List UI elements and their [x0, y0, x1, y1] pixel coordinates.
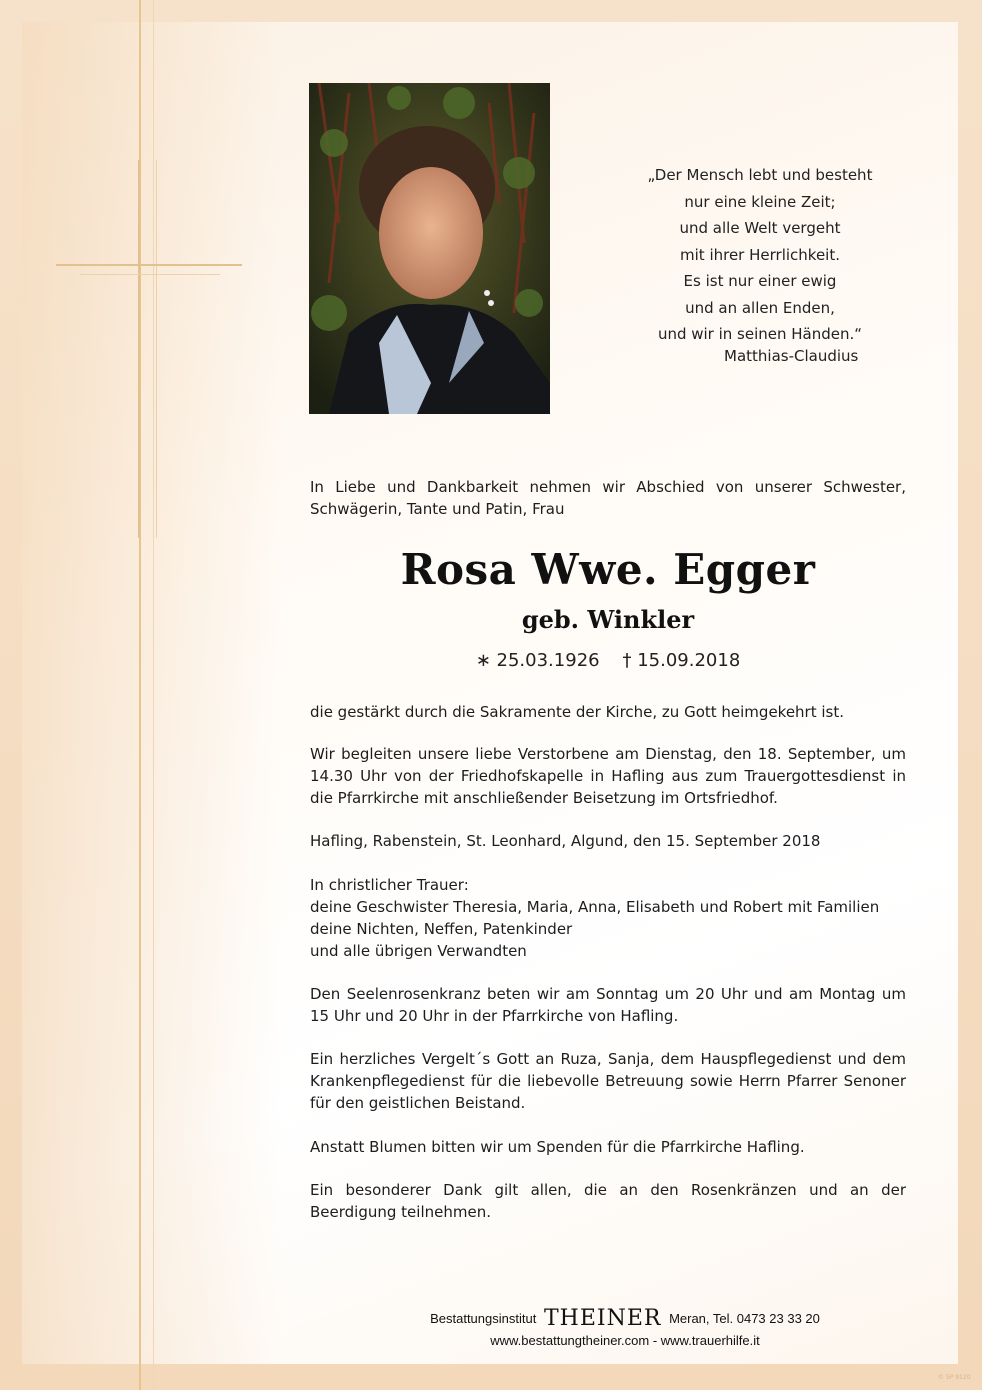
- special-thanks-text: Ein besonderer Dank gilt allen, die an den Rosenkränzen und an der Beerdigung teilnehmen.: [310, 1181, 906, 1221]
- mourners-list: [310, 874, 906, 962]
- quote-line: mit ihrer Herrlichkeit.: [680, 245, 840, 264]
- footer-contact: Meran, Tel. 0473 23 33 20: [669, 1311, 820, 1326]
- birth-name: geb. Winkler: [521, 605, 695, 634]
- birth-date: 25.03.1926: [496, 650, 600, 671]
- cross-icon-horizontal: [56, 264, 242, 266]
- funeral-text: Wir begleiten unsere liebe Verstorbene am Dienstag, den 18. September, um 14.30 Uhr von der Friedhofskapelle in Hafling aus zum Trauergottesdienst in die Pfarrkirche mit anschließender Beisetzung im Ortsfriedhof.: [310, 745, 906, 807]
- quote-line: und an allen Enden,: [685, 298, 835, 317]
- print-code: © SP 9120: [938, 1374, 971, 1381]
- decor-line: [153, 0, 154, 1390]
- life-dates: [310, 650, 906, 671]
- mourners-line: deine Geschwister Theresia, Maria, Anna, Elisabeth und Robert mit Familien: [310, 898, 880, 916]
- left-gradient-band: [22, 22, 282, 1364]
- quote-line: und alle Welt vergeht: [679, 219, 841, 237]
- sacraments-text: die gestärkt durch die Sakramente der Kirche, zu Gott heimgekehrt ist.: [310, 703, 845, 721]
- place-date-text: Hafling, Rabenstein, St. Leonhard, Algund, den 15. September 2018: [310, 832, 821, 850]
- mourners-heading: In christlicher Trauer:: [310, 876, 469, 894]
- cross-icon-vertical: [138, 160, 140, 538]
- brand-logo: THEINER: [543, 1306, 662, 1331]
- death-cross-icon: †: [622, 650, 632, 671]
- cross-icon-vertical-shadow: [156, 160, 157, 538]
- quote-line: Es ist nur einer ewig: [683, 272, 837, 290]
- thanks-text: Ein herzliches Vergelt´s Gott an Ruza, Sanja, dem Hauspflegedienst und dem Krankenpflegedienst für die liebevolle Betreuung sowie Herrn Pfarrer Senoner für den geistlichen Beistand.: [310, 1050, 906, 1112]
- portrait-photo: [309, 83, 550, 414]
- quote-line: nur eine kleine Zeit;: [684, 192, 836, 211]
- birth-star-icon: ∗: [475, 650, 491, 671]
- rosary-text: Den Seelenrosenkranz beten wir am Sonntag um 20 Uhr und am Montag um 15 Uhr und 20 Uhr in der Pfarrkirche von Hafling.: [310, 985, 906, 1025]
- mourners-line: und alle übrigen Verwandten: [310, 942, 527, 960]
- quote-author: Matthias-Claudius: [724, 347, 859, 365]
- quote-line: und wir in seinen Händen.“: [657, 325, 863, 343]
- cross-icon-horizontal-shadow: [80, 274, 220, 275]
- footer-websites: www.bestattungtheiner.com - www.trauerhilfe.it: [490, 1333, 760, 1348]
- footer-prefix: Bestattungsinstitut: [430, 1311, 537, 1326]
- flowers-text: Anstatt Blumen bitten wir um Spenden für die Pfarrkirche Hafling.: [310, 1138, 805, 1156]
- mourners-line: deine Nichten, Neffen, Patenkinder: [310, 920, 573, 938]
- poem-quote: [600, 162, 920, 348]
- quote-line: „Der Mensch lebt und besteht: [647, 166, 873, 184]
- death-date: 15.09.2018: [637, 650, 741, 671]
- funeral-home-footer: [390, 1305, 860, 1349]
- intro-text: In Liebe und Dankbarkeit nehmen wir Abschied von unserer Schwester, Schwägerin, Tante und Patin, Frau: [310, 478, 906, 518]
- deceased-name: Rosa Wwe. Egger: [400, 545, 816, 594]
